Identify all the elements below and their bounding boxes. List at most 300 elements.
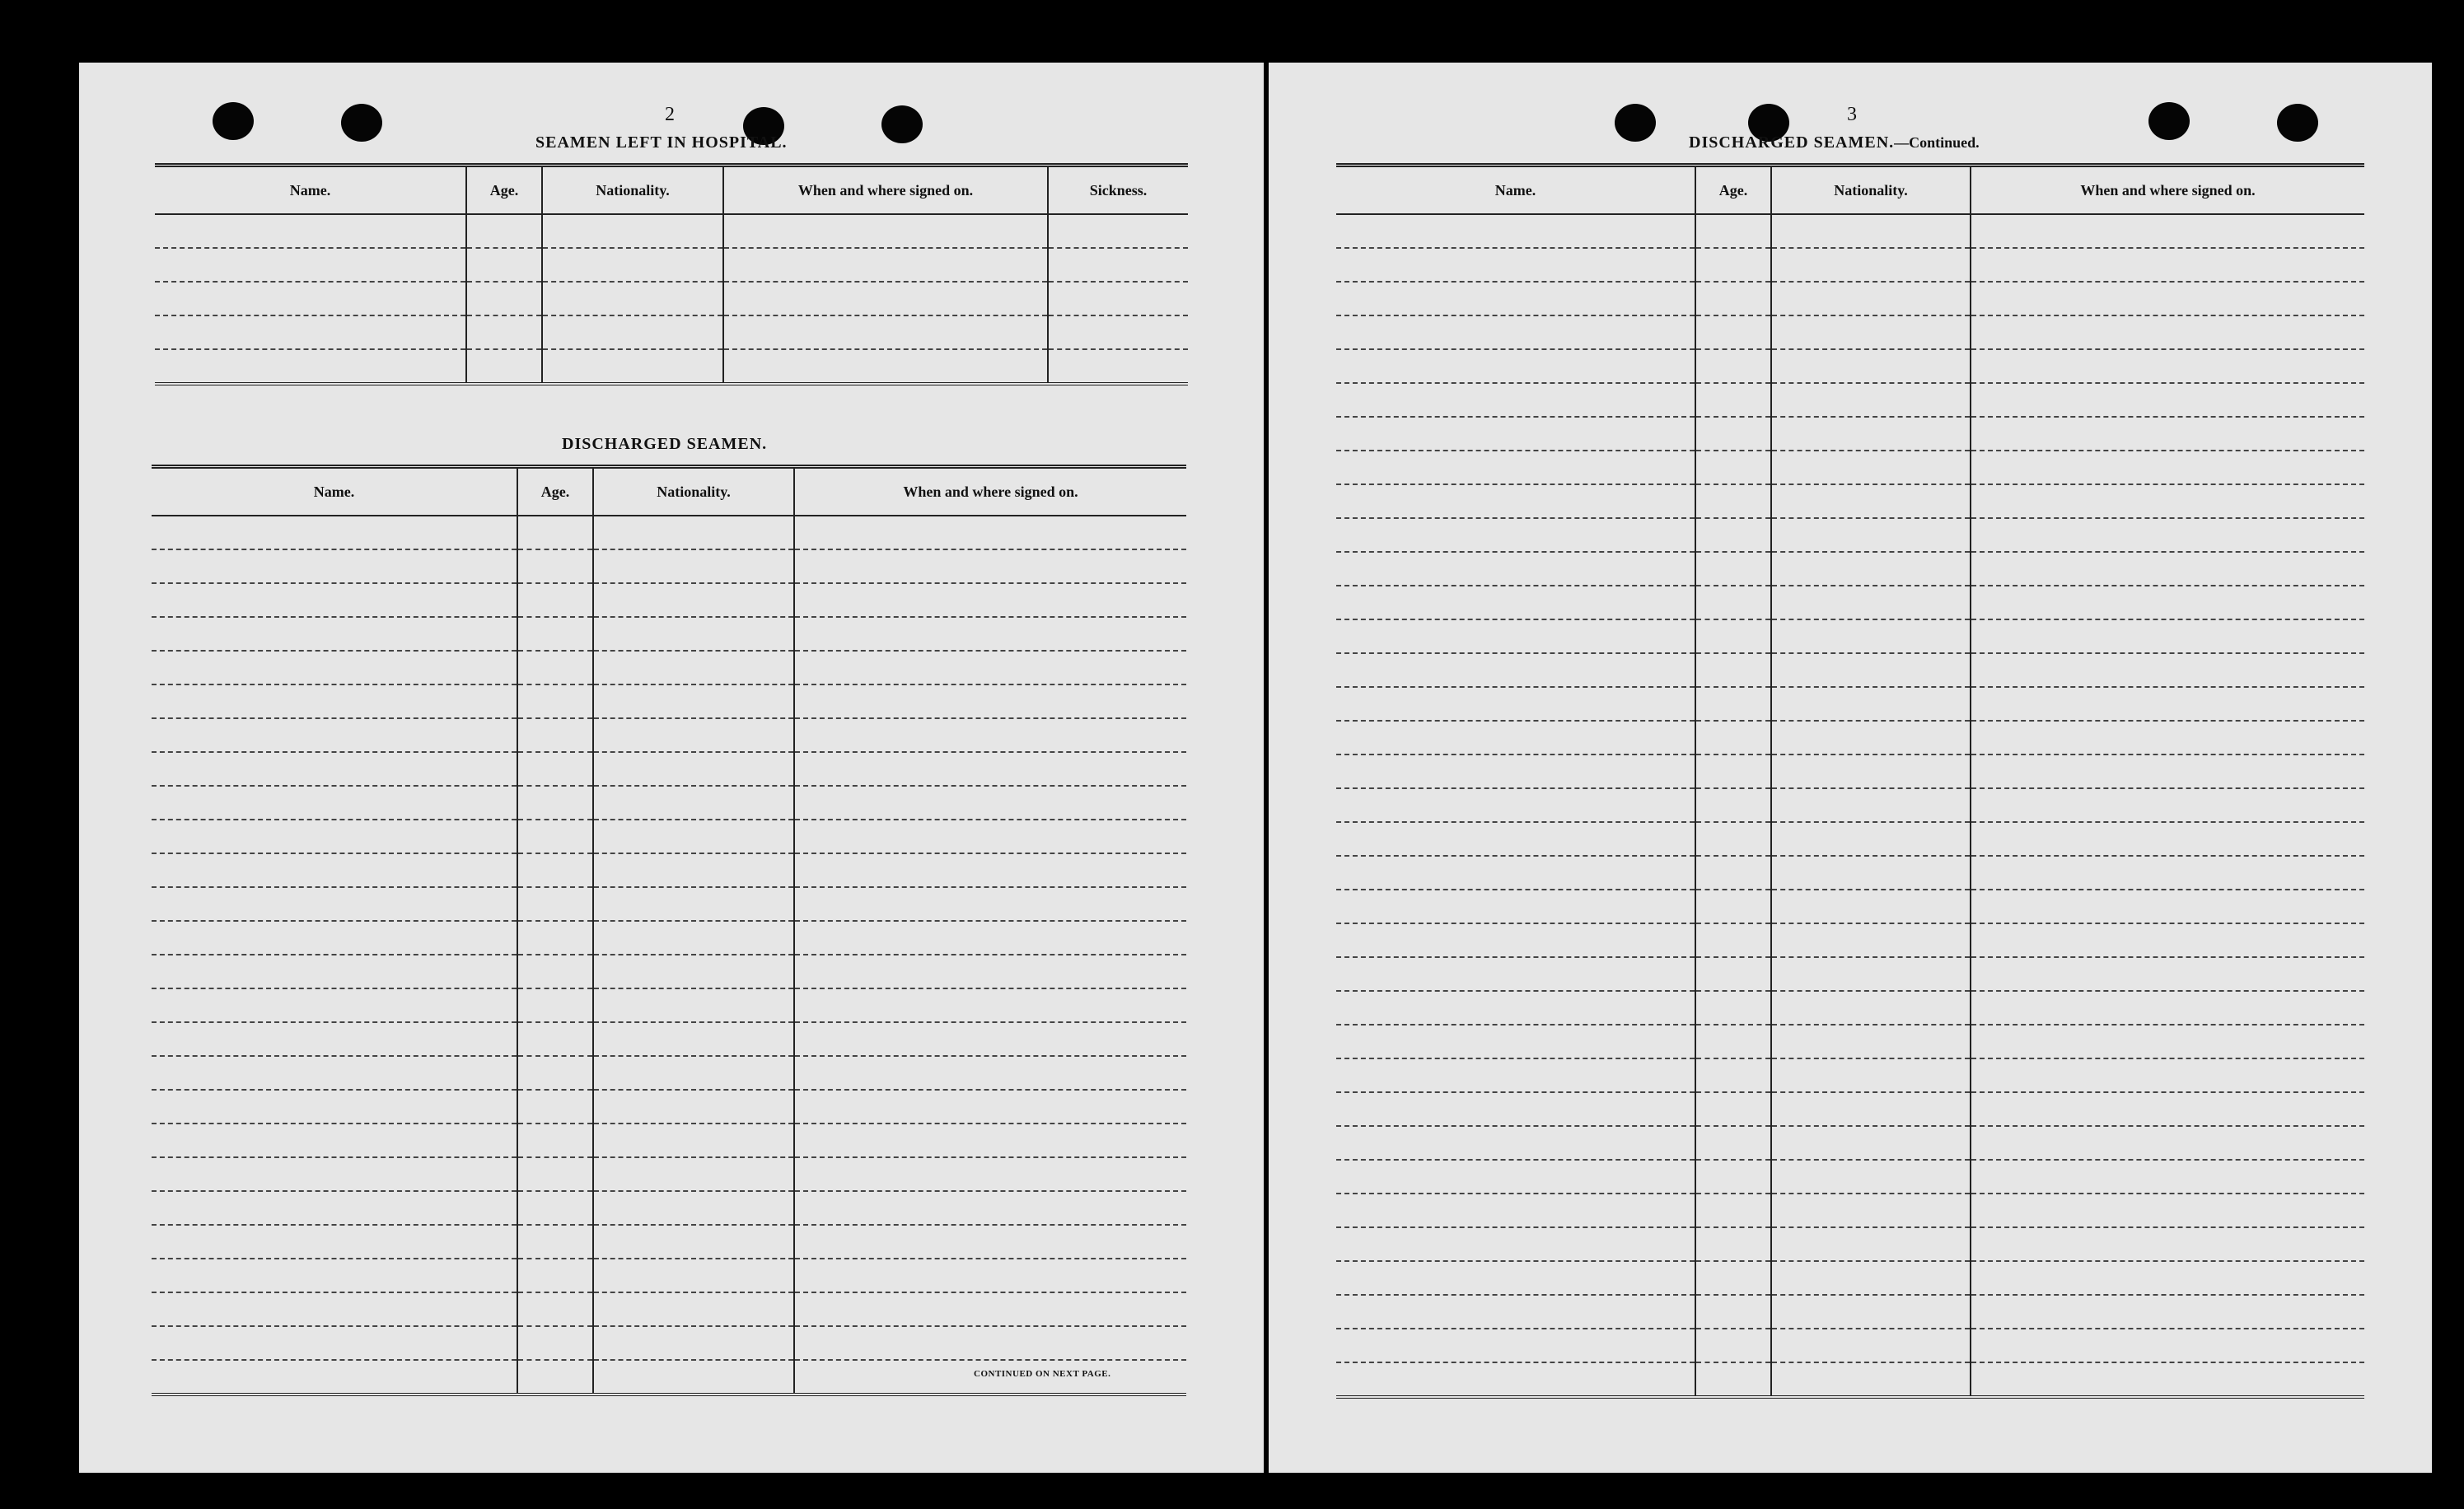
cell-signed-on[interactable] (794, 549, 1186, 583)
table-row (152, 516, 1186, 549)
cell-age[interactable] (517, 718, 593, 752)
cell-age[interactable] (466, 282, 542, 315)
cell-name[interactable] (155, 282, 466, 315)
cell-age[interactable] (1695, 890, 1771, 923)
table-row (1336, 822, 2364, 856)
cell-signed-on[interactable] (1971, 721, 2364, 754)
cell-signed-on[interactable] (1971, 1160, 2364, 1194)
section-title-discharged: DISCHARGED SEAMEN. (562, 435, 768, 453)
cell-name[interactable] (1336, 1362, 1695, 1397)
cell-age[interactable] (517, 651, 593, 684)
column-header-nationality: Nationality. (1771, 166, 1971, 215)
cell-signed-on[interactable] (794, 617, 1186, 651)
cell-name[interactable] (1336, 518, 1695, 552)
cell-name[interactable] (152, 1022, 517, 1056)
cell-age[interactable] (1695, 822, 1771, 856)
cell-age[interactable] (517, 1056, 593, 1090)
cell-name[interactable] (1336, 687, 1695, 721)
cell-name[interactable] (1336, 1058, 1695, 1092)
cell-nationality[interactable] (1771, 822, 1971, 856)
cell-nationality[interactable] (1771, 1329, 1971, 1362)
cell-name[interactable] (1336, 856, 1695, 890)
cell-age[interactable] (1695, 788, 1771, 822)
cell-signed-on[interactable] (794, 516, 1186, 549)
cell-name[interactable] (152, 617, 517, 651)
cell-nationality[interactable] (593, 887, 794, 921)
cell-name[interactable] (152, 549, 517, 583)
cell-age[interactable] (1695, 451, 1771, 484)
cell-name[interactable] (1336, 451, 1695, 484)
cell-signed-on[interactable] (1971, 890, 2364, 923)
cell-nationality[interactable] (593, 684, 794, 718)
cell-signed-on[interactable] (1971, 1362, 2364, 1397)
table-row (1336, 451, 2364, 484)
cell-name[interactable] (1336, 1025, 1695, 1058)
cell-age[interactable] (517, 1225, 593, 1259)
cell-name[interactable] (1336, 754, 1695, 788)
cell-nationality[interactable] (593, 752, 794, 786)
cell-age[interactable] (517, 786, 593, 820)
cell-nationality[interactable] (1771, 754, 1971, 788)
cell-age[interactable] (1695, 991, 1771, 1025)
cell-signed-on[interactable] (1971, 586, 2364, 619)
cell-name[interactable] (155, 349, 466, 384)
cell-signed-on[interactable] (1971, 315, 2364, 349)
cell-name[interactable] (152, 921, 517, 955)
table-row (1336, 1295, 2364, 1329)
cell-signed-on[interactable] (1971, 991, 2364, 1025)
cell-age[interactable] (517, 1191, 593, 1225)
table-row (1336, 721, 2364, 754)
cell-age[interactable] (1695, 1227, 1771, 1261)
cell-age[interactable] (517, 752, 593, 786)
cell-name[interactable] (1336, 1295, 1695, 1329)
cell-age[interactable] (466, 248, 542, 282)
cell-nationality[interactable] (1771, 417, 1971, 451)
cell-age[interactable] (517, 853, 593, 887)
cell-age[interactable] (517, 1022, 593, 1056)
cell-age[interactable] (1695, 349, 1771, 383)
cell-signed-on[interactable] (1971, 923, 2364, 957)
cell-signed-on[interactable] (723, 349, 1048, 384)
cell-name[interactable] (152, 1056, 517, 1090)
cell-name[interactable] (1336, 1227, 1695, 1261)
cell-age[interactable] (1695, 1194, 1771, 1227)
cell-signed-on[interactable] (1971, 1329, 2364, 1362)
cell-signed-on[interactable] (1971, 822, 2364, 856)
cell-signed-on[interactable] (794, 1292, 1186, 1326)
cell-name[interactable] (1336, 282, 1695, 315)
cell-age[interactable] (1695, 923, 1771, 957)
cell-nationality[interactable] (1771, 721, 1971, 754)
table-row (152, 820, 1186, 853)
cell-signed-on[interactable] (794, 1022, 1186, 1056)
cell-nationality[interactable] (593, 921, 794, 955)
cell-nationality[interactable] (1771, 788, 1971, 822)
cell-age[interactable] (1695, 552, 1771, 586)
cell-signed-on[interactable] (794, 887, 1186, 921)
cell-signed-on[interactable] (794, 1157, 1186, 1191)
table-row (152, 684, 1186, 718)
table-header-row (155, 166, 1188, 215)
cell-signed-on[interactable] (794, 1056, 1186, 1090)
cell-nationality[interactable] (1771, 687, 1971, 721)
cell-nationality[interactable] (1771, 586, 1971, 619)
cell-signed-on[interactable] (1971, 248, 2364, 282)
cell-name[interactable] (152, 988, 517, 1022)
cell-nationality[interactable] (1771, 349, 1971, 383)
cell-nationality[interactable] (593, 1090, 794, 1124)
punch-hole-icon (213, 102, 254, 140)
cell-age[interactable] (1695, 687, 1771, 721)
cell-age[interactable] (466, 315, 542, 349)
cell-age[interactable] (1695, 417, 1771, 451)
cell-sickness[interactable] (1048, 315, 1188, 349)
table-row (1336, 383, 2364, 417)
cell-age[interactable] (1695, 315, 1771, 349)
cell-nationality[interactable] (593, 1225, 794, 1259)
cell-name[interactable] (152, 583, 517, 617)
cell-signed-on[interactable] (1971, 552, 2364, 586)
cell-nationality[interactable] (593, 1326, 794, 1360)
cell-signed-on[interactable] (794, 651, 1186, 684)
cell-name[interactable] (152, 853, 517, 887)
cell-age[interactable] (517, 1292, 593, 1326)
cell-signed-on[interactable] (1971, 1227, 2364, 1261)
cell-signed-on[interactable] (794, 1225, 1186, 1259)
cell-name[interactable] (152, 955, 517, 988)
cell-nationality[interactable] (1771, 653, 1971, 687)
cell-nationality[interactable] (593, 1360, 794, 1395)
cell-age[interactable] (1695, 518, 1771, 552)
cell-nationality[interactable] (593, 1022, 794, 1056)
punch-hole-icon (2148, 102, 2190, 140)
cell-age[interactable] (1695, 282, 1771, 315)
cell-signed-on[interactable] (1971, 1261, 2364, 1295)
cell-age[interactable] (517, 1124, 593, 1157)
cell-signed-on[interactable] (794, 1090, 1186, 1124)
continued-footnote: CONTINUED ON NEXT PAGE. (974, 1369, 1111, 1379)
cell-name[interactable] (1336, 822, 1695, 856)
cell-name[interactable] (1336, 721, 1695, 754)
cell-signed-on[interactable] (1971, 417, 2364, 451)
cell-signed-on[interactable] (794, 1259, 1186, 1292)
cell-signed-on[interactable] (1971, 856, 2364, 890)
cell-age[interactable] (1695, 957, 1771, 991)
cell-sickness[interactable] (1048, 282, 1188, 315)
cell-name[interactable] (152, 1259, 517, 1292)
cell-name[interactable] (1336, 417, 1695, 451)
cell-nationality[interactable] (1771, 1160, 1971, 1194)
cell-age[interactable] (517, 1157, 593, 1191)
cell-signed-on[interactable] (794, 820, 1186, 853)
cell-age[interactable] (1695, 1058, 1771, 1092)
cell-age[interactable] (517, 1326, 593, 1360)
cell-age[interactable] (1695, 1126, 1771, 1160)
cell-nationality[interactable] (1771, 552, 1971, 586)
cell-sickness[interactable] (1048, 214, 1188, 248)
cell-signed-on[interactable] (794, 1191, 1186, 1225)
cell-age[interactable] (1695, 721, 1771, 754)
cell-signed-on[interactable] (1971, 1092, 2364, 1126)
cell-signed-on[interactable] (794, 988, 1186, 1022)
cell-name[interactable] (1336, 349, 1695, 383)
cell-name[interactable] (152, 786, 517, 820)
cell-age[interactable] (1695, 754, 1771, 788)
cell-name[interactable] (1336, 619, 1695, 653)
cell-name[interactable] (152, 887, 517, 921)
cell-signed-on[interactable] (1971, 1126, 2364, 1160)
cell-age[interactable] (1695, 653, 1771, 687)
cell-nationality[interactable] (542, 349, 723, 384)
cell-age[interactable] (517, 820, 593, 853)
cell-name[interactable] (152, 516, 517, 549)
cell-nationality[interactable] (593, 1292, 794, 1326)
cell-signed-on[interactable] (794, 684, 1186, 718)
cell-age[interactable] (1695, 1295, 1771, 1329)
cell-sickness[interactable] (1048, 349, 1188, 384)
cell-age[interactable] (517, 549, 593, 583)
hospital-rows (155, 214, 1188, 384)
cell-signed-on[interactable] (1971, 451, 2364, 484)
table-row (1336, 1261, 2364, 1295)
cell-age[interactable] (1695, 586, 1771, 619)
cell-nationality[interactable] (1771, 619, 1971, 653)
cell-signed-on[interactable] (1971, 1025, 2364, 1058)
cell-age[interactable] (1695, 1025, 1771, 1058)
cell-nationality[interactable] (593, 583, 794, 617)
cell-name[interactable] (152, 651, 517, 684)
cell-nationality[interactable] (1771, 282, 1971, 315)
cell-name[interactable] (1336, 1261, 1695, 1295)
cell-age[interactable] (1695, 484, 1771, 518)
table-row (1336, 1227, 2364, 1261)
cell-signed-on[interactable] (723, 315, 1048, 349)
cell-nationality[interactable] (593, 1191, 794, 1225)
cell-nationality[interactable] (593, 820, 794, 853)
table-row (155, 349, 1188, 384)
cell-name[interactable] (152, 1326, 517, 1360)
cell-signed-on[interactable] (723, 214, 1048, 248)
cell-name[interactable] (152, 684, 517, 718)
table-row (155, 282, 1188, 315)
cell-age[interactable] (517, 887, 593, 921)
cell-nationality[interactable] (1771, 1194, 1971, 1227)
cell-nationality[interactable] (542, 315, 723, 349)
hospital-table (155, 163, 1188, 385)
cell-signed-on[interactable] (794, 955, 1186, 988)
cell-signed-on[interactable] (1971, 518, 2364, 552)
cell-signed-on[interactable] (794, 1124, 1186, 1157)
cell-age[interactable] (1695, 856, 1771, 890)
cell-signed-on[interactable] (723, 282, 1048, 315)
cell-nationality[interactable] (1771, 315, 1971, 349)
cell-age[interactable] (1695, 619, 1771, 653)
cell-name[interactable] (1336, 923, 1695, 957)
column-header-name: Name. (155, 166, 466, 215)
cell-signed-on[interactable] (1971, 957, 2364, 991)
cell-age[interactable] (1695, 1362, 1771, 1397)
cell-nationality[interactable] (1771, 1362, 1971, 1397)
cell-name[interactable] (152, 1157, 517, 1191)
cell-sickness[interactable] (1048, 248, 1188, 282)
cell-age[interactable] (1695, 248, 1771, 282)
table-row (152, 1157, 1186, 1191)
column-header-sickness: Sickness. (1048, 166, 1188, 215)
table-row (1336, 957, 2364, 991)
cell-name[interactable] (1336, 586, 1695, 619)
cell-signed-on[interactable] (1971, 653, 2364, 687)
cell-name[interactable] (152, 1225, 517, 1259)
cell-name[interactable] (1336, 653, 1695, 687)
cell-signed-on[interactable] (1971, 1058, 2364, 1092)
cell-nationality[interactable] (1771, 991, 1971, 1025)
cell-signed-on[interactable] (1971, 282, 2364, 315)
cell-signed-on[interactable] (1971, 1194, 2364, 1227)
cell-name[interactable] (1336, 315, 1695, 349)
cell-age[interactable] (517, 955, 593, 988)
cell-signed-on[interactable] (1971, 214, 2364, 248)
cell-signed-on[interactable] (794, 583, 1186, 617)
cell-signed-on[interactable] (1971, 349, 2364, 383)
cell-age[interactable] (466, 349, 542, 384)
cell-name[interactable] (152, 1292, 517, 1326)
cell-signed-on[interactable] (794, 752, 1186, 786)
cell-nationality[interactable] (1771, 1295, 1971, 1329)
cell-age[interactable] (1695, 1160, 1771, 1194)
cell-nationality[interactable] (593, 516, 794, 549)
cell-age[interactable] (517, 988, 593, 1022)
table-row (1336, 1160, 2364, 1194)
title-text: DISCHARGED SEAMEN. (1689, 133, 1895, 152)
table-row (152, 887, 1186, 921)
cell-nationality[interactable] (593, 988, 794, 1022)
cell-nationality[interactable] (593, 1157, 794, 1191)
cell-name[interactable] (1336, 957, 1695, 991)
cell-nationality[interactable] (593, 955, 794, 988)
cell-signed-on[interactable] (1971, 484, 2364, 518)
cell-nationality[interactable] (1771, 890, 1971, 923)
punch-hole-icon (881, 105, 923, 143)
cell-signed-on[interactable] (794, 786, 1186, 820)
cell-age[interactable] (466, 214, 542, 248)
cell-signed-on[interactable] (1971, 1295, 2364, 1329)
cell-nationality[interactable] (593, 1056, 794, 1090)
cell-nationality[interactable] (1771, 1126, 1971, 1160)
cell-name[interactable] (1336, 1329, 1695, 1362)
cell-nationality[interactable] (593, 1124, 794, 1157)
cell-signed-on[interactable] (1971, 788, 2364, 822)
cell-signed-on[interactable] (794, 1326, 1186, 1360)
cell-nationality[interactable] (1771, 383, 1971, 417)
cell-nationality[interactable] (1771, 451, 1971, 484)
cell-age[interactable] (1695, 1092, 1771, 1126)
cell-name[interactable] (1336, 991, 1695, 1025)
cell-name[interactable] (1336, 248, 1695, 282)
cell-nationality[interactable] (1771, 1092, 1971, 1126)
cell-age[interactable] (517, 583, 593, 617)
cell-nationality[interactable] (1771, 248, 1971, 282)
cell-name[interactable] (155, 214, 466, 248)
cell-name[interactable] (152, 1090, 517, 1124)
cell-nationality[interactable] (1771, 484, 1971, 518)
cell-name[interactable] (152, 1360, 517, 1395)
cell-age[interactable] (1695, 1261, 1771, 1295)
cell-name[interactable] (1336, 890, 1695, 923)
cell-nationality[interactable] (593, 718, 794, 752)
cell-name[interactable] (1336, 788, 1695, 822)
cell-nationality[interactable] (593, 549, 794, 583)
cell-name[interactable] (152, 820, 517, 853)
cell-signed-on[interactable] (1971, 754, 2364, 788)
cell-signed-on[interactable] (1971, 687, 2364, 721)
cell-signed-on[interactable] (1971, 619, 2364, 653)
cell-name[interactable] (155, 315, 466, 349)
cell-nationality[interactable] (1771, 1227, 1971, 1261)
cell-nationality[interactable] (1771, 518, 1971, 552)
cell-age[interactable] (517, 1259, 593, 1292)
cell-age[interactable] (517, 684, 593, 718)
cell-age[interactable] (517, 1090, 593, 1124)
cell-nationality[interactable] (1771, 856, 1971, 890)
cell-nationality[interactable] (1771, 957, 1971, 991)
cell-nationality[interactable] (542, 248, 723, 282)
cell-name[interactable] (152, 752, 517, 786)
cell-signed-on[interactable] (794, 921, 1186, 955)
cell-age[interactable] (1695, 383, 1771, 417)
column-header-nationality: Nationality. (542, 166, 723, 215)
cell-signed-on[interactable] (794, 853, 1186, 887)
cell-name[interactable] (152, 1191, 517, 1225)
cell-age[interactable] (517, 921, 593, 955)
cell-age[interactable] (517, 1360, 593, 1395)
cell-nationality[interactable] (593, 853, 794, 887)
cell-nationality[interactable] (1771, 214, 1971, 248)
cell-nationality[interactable] (593, 786, 794, 820)
cell-name[interactable] (1336, 214, 1695, 248)
table-row (152, 1191, 1186, 1225)
cell-nationality[interactable] (1771, 923, 1971, 957)
cell-nationality[interactable] (1771, 1025, 1971, 1058)
cell-name[interactable] (1336, 484, 1695, 518)
cell-name[interactable] (152, 718, 517, 752)
cell-name[interactable] (1336, 1092, 1695, 1126)
cell-age[interactable] (517, 516, 593, 549)
cell-signed-on[interactable] (1971, 383, 2364, 417)
table-row (152, 1090, 1186, 1124)
cell-signed-on[interactable] (723, 248, 1048, 282)
cell-nationality[interactable] (1771, 1261, 1971, 1295)
cell-nationality[interactable] (593, 617, 794, 651)
cell-nationality[interactable] (1771, 1058, 1971, 1092)
cell-name[interactable] (1336, 1194, 1695, 1227)
cell-age[interactable] (517, 617, 593, 651)
cell-name[interactable] (1336, 1160, 1695, 1194)
cell-nationality[interactable] (593, 1259, 794, 1292)
cell-name[interactable] (152, 1124, 517, 1157)
cell-signed-on[interactable] (794, 718, 1186, 752)
cell-age[interactable] (1695, 1329, 1771, 1362)
cell-name[interactable] (155, 248, 466, 282)
cell-nationality[interactable] (593, 651, 794, 684)
cell-name[interactable] (1336, 1126, 1695, 1160)
cell-age[interactable] (1695, 214, 1771, 248)
cell-nationality[interactable] (542, 282, 723, 315)
table-row (1336, 1362, 2364, 1397)
cell-name[interactable] (1336, 383, 1695, 417)
cell-nationality[interactable] (542, 214, 723, 248)
cell-name[interactable] (1336, 552, 1695, 586)
